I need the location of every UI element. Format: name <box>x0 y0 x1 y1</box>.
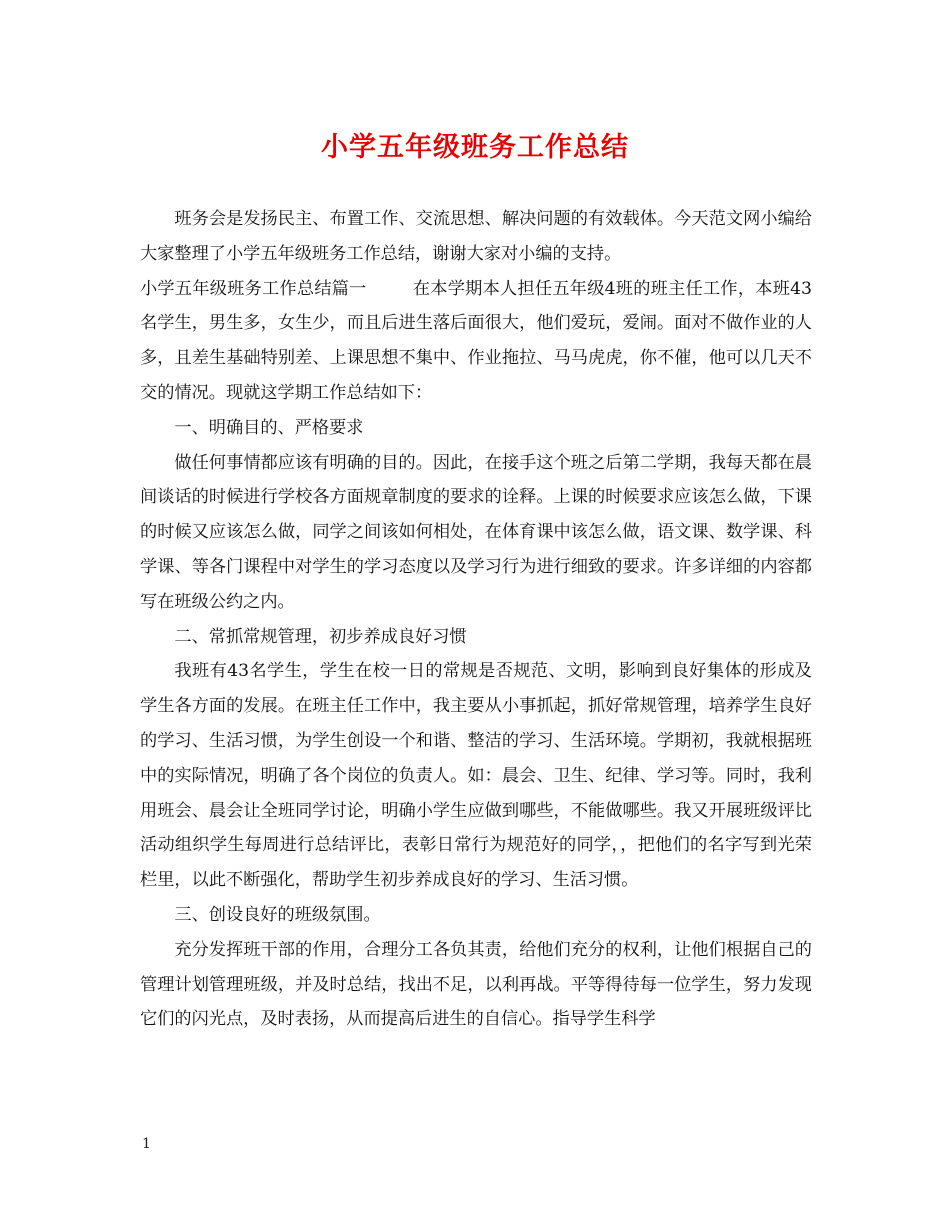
paragraph-text: 在本学期本人担任五年级4班的班主任工作，本班43名学生，男生多，女生少，而且后进生落后面很大，他们爱玩，爱闹。面对不做作业的人多，且差生基础特别差、上课思想不集中、作业拖拉、马马虎虎，你不催，他可以几天不交的情况。现就这学期工作总结如下： <box>140 278 812 403</box>
page-title: 小学五年级班务工作总结 <box>321 132 629 163</box>
document-body <box>140 202 812 1037</box>
paragraph-class-atmosphere: 充分发挥班干部的作用，合理分工各负其责，给他们充分的权利，让他们根据自己的管理计划管理班级，并及时总结，找出不足，以利再战。平等得待每一位学生，努力发现它们的闪光点，及时表扬，从而提高后进生的自信心。指导学生科学 <box>140 939 812 1030</box>
paragraph-clear-goals: 做任何事情都应该有明确的目的。因此，在接手这个班之后第二学期，我每天都在晨间谈话的时候进行学校各方面规章制度的要求的诠释。上课的时候要求应该怎么做，下课的时候又应该怎么做，同学之间该如何相处，在体育课中该怎么做，语文课、数学课、科学课、等各门课程中对学生的学习态度以及学习行为进行细致的要求。许多详细的内容都写在班级公约之内。 <box>140 452 812 612</box>
paragraph-section-one-intro <box>140 272 812 411</box>
heading-routine-management: 二、常抓常规管理，初步养成良好习惯 <box>174 626 467 647</box>
heading-class-atmosphere: 三、创设良好的班级氛围。 <box>174 904 381 925</box>
paragraph-routine-management: 我班有43名学生，学生在校一日的常规是否规范、文明，影响到良好集体的形成及学生各方面的发展。在班主任工作中，我主要从小事抓起，抓好常规管理，培养学生良好的学习、生活习惯，为学生创设一个和谐、整洁的学习、生活环境。学期初，我就根据班中的实际情况，明确了各个岗位的负责人。如：晨会、卫生、纪律、学习等。同时，我利用班会、晨会让全班同学讨论，明确小学生应做到哪些，不能做哪些。我又开展班级评比活动组织学生每周进行总结评比，表彰日常行为规范好的同学，，把他们的名字写到光荣栏里，以此不断强化，帮助学生初步养成良好的学习、生活习惯。 <box>140 661 812 891</box>
heading-clear-goals: 一、明确目的、严格要求 <box>174 417 364 438</box>
page-number: 1 <box>142 1136 151 1152</box>
section-heading: 小学五年级班务工作总结篇一 <box>140 278 367 299</box>
paragraph-intro: 班务会是发扬民主、布置工作、交流思想、解决问题的有效载体。今天范文网小编给大家整理了小学五年级班务工作总结，谢谢大家对小编的支持。 <box>140 209 812 264</box>
